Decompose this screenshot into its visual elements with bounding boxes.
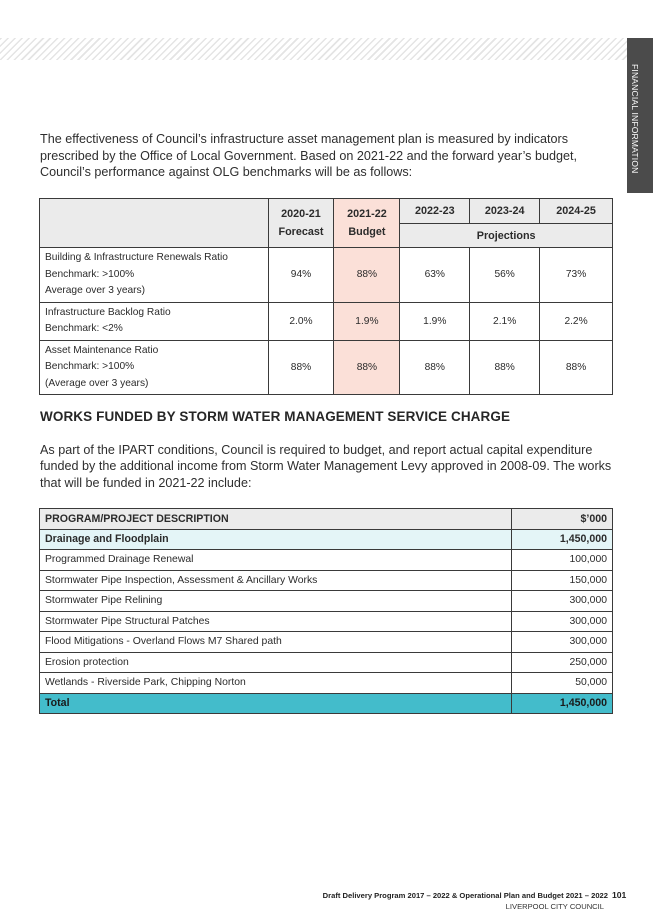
works-header-amount: $’000 [512, 509, 613, 530]
section-heading: WORKS FUNDED BY STORM WATER MANAGEMENT SERVICE CHARGE [40, 409, 511, 424]
col-2023-24: 2023-24 [470, 199, 540, 224]
footer-organisation: LIVERPOOL CITY COUNCIL [505, 902, 604, 911]
benchmark-value: 88% [334, 340, 400, 395]
works-item-description: Erosion protection [40, 652, 512, 673]
benchmark-value: 88% [268, 340, 334, 395]
benchmark-value: 94% [268, 248, 334, 303]
works-item-amount: 50,000 [512, 673, 613, 694]
benchmark-value: 2.1% [470, 302, 540, 340]
works-item-amount: 250,000 [512, 652, 613, 673]
works-item-amount: 100,000 [512, 550, 613, 571]
benchmark-value: 2.2% [540, 302, 613, 340]
works-item-amount: 150,000 [512, 570, 613, 591]
col-2020-21: 2020-21 Forecast [268, 199, 334, 248]
col-2021-22: 2021-22 Budget [334, 199, 400, 248]
works-item-description: Stormwater Pipe Relining [40, 591, 512, 612]
works-item-row [40, 611, 613, 632]
works-item-description: Wetlands - Riverside Park, Chipping Norton [40, 673, 512, 694]
benchmark-table [39, 198, 613, 395]
benchmark-value: 73% [540, 248, 613, 303]
benchmark-value: 88% [400, 340, 470, 395]
benchmark-row [40, 340, 613, 395]
benchmark-value: 63% [400, 248, 470, 303]
benchmark-value: 56% [470, 248, 540, 303]
works-item-description: Stormwater Pipe Inspection, Assessment & Ancillary Works [40, 570, 512, 591]
benchmark-value: 88% [470, 340, 540, 395]
section-side-tab [627, 38, 653, 193]
works-total-row [40, 693, 613, 714]
works-group-row [40, 529, 613, 550]
benchmark-row [40, 248, 613, 303]
footer-document-title: Draft Delivery Program 2017 – 2022 & Operational Plan and Budget 2021 – 2022 [322, 891, 608, 900]
benchmark-header-row [40, 199, 613, 224]
works-item-row [40, 550, 613, 571]
works-group-description: Drainage and Floodplain [40, 529, 512, 550]
works-item-description: Flood Mitigations - Overland Flows M7 Shared path [40, 632, 512, 653]
works-total-label: Total [40, 693, 512, 714]
side-tab-label: FINANCIAL INFORMATION [630, 64, 640, 174]
benchmark-value: 1.9% [400, 302, 470, 340]
works-item-description: Stormwater Pipe Structural Patches [40, 611, 512, 632]
works-total-amount: 1,450,000 [512, 693, 613, 714]
benchmark-value: 2.0% [268, 302, 334, 340]
works-header-row [40, 509, 613, 530]
works-item-amount: 300,000 [512, 632, 613, 653]
benchmark-row-label: Infrastructure Backlog Ratio Benchmark: <2% [40, 302, 269, 340]
works-intro-paragraph: As part of the IPART conditions, Council is required to budget, and report actual capital expenditure funded by the additional income from Storm Water Management Levy approved in 2008-09. The works that will be funded in 2021-22 include: [40, 443, 612, 490]
works-item-row [40, 632, 613, 653]
benchmark-corner-cell [40, 199, 269, 248]
benchmark-row-label: Asset Maintenance Ratio Benchmark: >100% (Average over 3 years) [40, 340, 269, 395]
col-2022-23: 2022-23 [400, 199, 470, 224]
decorative-hatch-band [0, 38, 628, 60]
works-item-row [40, 652, 613, 673]
works-header-description: PROGRAM/PROJECT DESCRIPTION [40, 509, 512, 530]
works-item-amount: 300,000 [512, 591, 613, 612]
works-table [39, 508, 613, 714]
works-item-row [40, 673, 613, 694]
works-item-row [40, 591, 613, 612]
works-item-amount: 300,000 [512, 611, 613, 632]
footer-page-number: 101 [612, 890, 627, 900]
benchmark-row [40, 302, 613, 340]
works-group-amount: 1,450,000 [512, 529, 613, 550]
intro-paragraph: The effectiveness of Council’s infrastructure asset management plan is measured by indicators prescribed by the Office of Local Government. Based on 2021-22 and the forward year’s budget, Council’s performance against OLG benchmarks will be as follows: [40, 132, 577, 179]
benchmark-value: 1.9% [334, 302, 400, 340]
col-2024-25: 2024-25 [540, 199, 613, 224]
benchmark-value: 88% [540, 340, 613, 395]
works-item-row [40, 570, 613, 591]
benchmark-row-label: Building & Infrastructure Renewals Ratio Benchmark: >100% Average over 3 years) [40, 248, 269, 303]
works-item-description: Programmed Drainage Renewal [40, 550, 512, 571]
benchmark-value: 88% [334, 248, 400, 303]
projections-label: Projections [400, 224, 613, 248]
